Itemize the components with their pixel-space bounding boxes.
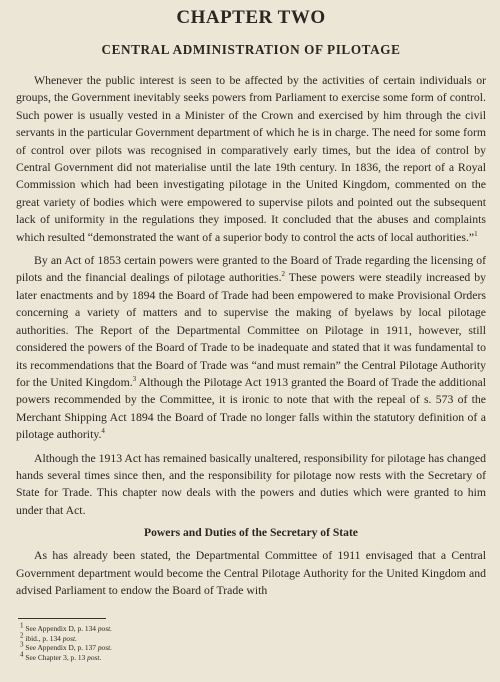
section-paragraph: As has already been stated, the Departmental Committee of 1911 envisaged that a Central Government department would become the Central Pilotage Authority for the United Kingdom and advised Parliament to endow the Board of Trade with <box>16 549 486 597</box>
footnote-text: ibid., p. 134 <box>25 633 63 643</box>
footnote-emphasis: post. <box>97 624 112 633</box>
section-heading: Powers and Duties of the Secretary of State <box>144 526 358 540</box>
footnote-ref-2: 2 <box>281 270 286 279</box>
footnote-ref-4: 4 <box>101 427 105 436</box>
footnote-number: 1 <box>20 621 24 630</box>
footnotes <box>20 621 112 662</box>
footnote-number: 3 <box>20 640 24 649</box>
paragraph-1-text: Whenever the public interest is seen to be affected by the activities of certain individuals or groups, the Government inevitably seeks powers from Parliament to exercise some form of control. Such power is usually vested in a Minister of the Crown and exercised by him through the civil servants in the particular Government department of which he is in charge. The need for some form of control over pilots was recognised in comparatively early times, but the idea of control by Central Government did not materialise until the late 19th century. In 1836, the report of a Royal Commission which had been investigating pilotage in the United Kingdom, commented on the great variety of bodies which were empowered to supervise pilots and pointed out the subsequent lack of uniformity in the regulations they imposed. It concluded that the abuses and complaints which resulted “demonstrated the want of a superior body to control the acts of local authorities.” <box>16 74 486 244</box>
footnote-4 <box>20 650 112 663</box>
paragraph-2-text-b: These powers were steadily increased by later enactments and by 1894 the Board of Trade had been empowered to make Provisional Orders concerning a variety of matters and to supervise the making of byelaws by local pilotage authorities. The Report of the Departmental Committee on Pilotage in 1911, however, still considered the powers of the Board of Trade to be inadequate and stated that it was fundamental to its recommendations that the Board of Trade was “and must remain” the Central Pilotage Authority for the United Kingdom. <box>16 271 487 389</box>
footnote-2 <box>20 631 112 644</box>
paragraph-3 <box>16 450 486 520</box>
footnote-1 <box>20 621 112 634</box>
footnote-3 <box>20 640 112 653</box>
chapter-title: CENTRAL ADMINISTRATION OF PILOTAGE <box>101 42 401 57</box>
footnote-text: See Chapter 3, p. 13 <box>25 652 88 662</box>
paragraph-2-text-a: By an Act of 1853 certain powers were granted to the Board of Trade regarding the licensing of pilots and the financial dealings of pilotage authorities. <box>16 254 486 285</box>
paragraph-2-text-c: Although the Pilotage Act 1913 granted the Board of Trade the additional powers recommended by the Committee, it is ironic to note that with the repeal of s. 573 of the Merchant Shipping Act 1894 the Board of Trade no longer falls within the statutory definition of a pilotage authority. <box>16 375 486 442</box>
footnote-emphasis: post. <box>87 652 102 662</box>
footnote-number: 2 <box>20 631 24 640</box>
footnote-ref-1: 1 <box>474 229 478 238</box>
footnote-number: 4 <box>20 650 24 659</box>
paragraph-1 <box>16 72 486 246</box>
footnote-rule <box>18 618 106 619</box>
footnote-emphasis: post. <box>62 633 77 643</box>
paragraph-3-text: Although the 1913 Act has remained basically unaltered, responsibility for pilotage has changed hands several times since then, and the responsibility for pilotage now rests with the Secretary of State for Trade. This chapter now deals with the powers and duties which were granted to him under that Act. <box>16 451 486 517</box>
footnote-emphasis: post. <box>97 643 112 653</box>
chapter-heading: CHAPTER TWO <box>176 7 326 28</box>
footnote-text: See Appendix D, p. 134 <box>25 624 98 633</box>
footnote-ref-3: 3 <box>132 375 137 383</box>
paragraph-2 <box>16 252 486 443</box>
footnote-text: See Appendix D, p. 137 <box>25 643 98 653</box>
